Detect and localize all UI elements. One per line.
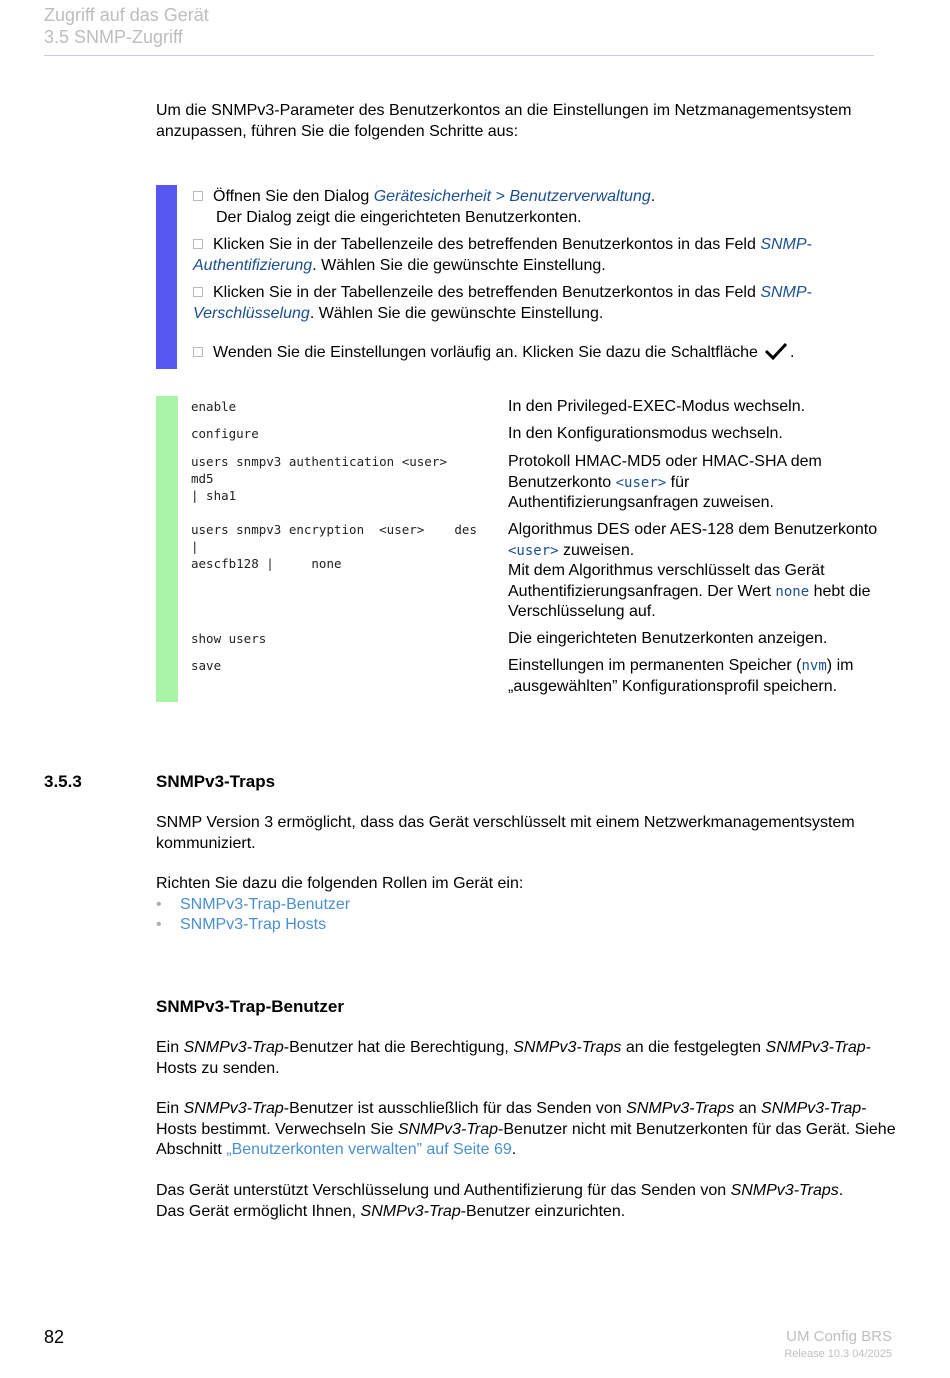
step-checkbox-icon [193, 239, 203, 249]
step-1-note: Der Dialog zeigt die eingerichteten Benutzerkonten. [216, 208, 582, 226]
section-paragraph-1: SNMP Version 3 ermöglicht, dass das Gerät verschlüsselt mit einem Netzwerkmanagementsystem kommuniziert. [156, 814, 855, 852]
cli-desc-save: Einstellungen im permanenten Speicher (nvm) im „ausgewählten” Konfigurationsprofil speichern. [508, 657, 854, 695]
steps-marker-bar [156, 185, 177, 369]
cli-desc-configure: In den Konfigurationsmodus wechseln. [508, 425, 783, 442]
footer-document-name: UM Config BRS [786, 1328, 892, 1345]
subsection-paragraph-2: Ein SNMPv3-Trap-Benutzer ist ausschließlich für das Senden von SNMPv3-Traps an SNMPv3-Trap-Hosts bestimmt. Verwechseln Sie SNMPv3-Trap-Benutzer nicht mit Benutzerkonten für das Gerät. Siehe Abschnitt „Benutzerkonten verwalten” auf Seite 69. [156, 1100, 896, 1158]
checkmark-icon [764, 342, 788, 367]
field-snmp-encryption: SNMP-Verschlüsselung [193, 284, 812, 322]
bullet-link-trap-user[interactable]: • SNMPv3-Trap-Benutzer [156, 896, 351, 913]
cli-desc-auth: Protokoll HMAC-MD5 oder HMAC-SHA dem Benutzerkonto <user> für Authentifizierungsanfragen zuweisen. [508, 453, 822, 511]
step-checkbox-icon [193, 191, 203, 201]
step-3: Klicken Sie in der Tabellenzeile des betreffenden Benutzerkontos in das Feld SNMP-Verschlüsselung. Wählen Sie die gewünschte Einstellung. [193, 284, 812, 322]
running-header-chapter: Zugriff auf das Gerät [44, 5, 209, 25]
subsection-title: SNMPv3-Trap-Benutzer [156, 997, 344, 1016]
cli-command-auth: users snmpv3 authentication <user> md5 | sha1 [191, 454, 447, 503]
step-checkbox-icon [193, 287, 203, 297]
cli-desc-encryption: Algorithmus DES oder AES-128 dem Benutzerkonto <user> zuweisen. Mit dem Algorithmus verschlüsselt das Gerät Authentifizierungsanfragen. Der Wert none hebt die Verschlüsselung auf. [508, 521, 878, 620]
intro-paragraph: Um die SNMPv3-Parameter des Benutzerkontos an die Einstellungen im Netzmanagementsystem anzupassen, führen Sie die folgenden Schritte aus: [156, 102, 852, 140]
running-header-section: 3.5 SNMP-Zugriff [44, 27, 183, 47]
cli-marker-bar [156, 396, 178, 702]
header-divider [44, 55, 874, 56]
step-4: Wenden Sie die Einstellungen vorläufig an. Klicken Sie dazu die Schaltfläche . [193, 342, 873, 367]
footer-release: Release 10.3 04/2025 [784, 1348, 892, 1360]
field-snmp-auth: SNMP-Authentifizierung [193, 236, 812, 274]
cli-desc-enable: In den Privileged-EXEC-Modus wechseln. [508, 398, 806, 415]
bullet-link-trap-hosts[interactable]: • SNMPv3-Trap Hosts [156, 916, 327, 933]
cli-command-configure: configure [191, 426, 259, 441]
section-title: SNMPv3-Traps [156, 772, 276, 791]
dialog-path: Gerätesicherheit > Benutzerverwaltung [373, 188, 651, 205]
subsection-paragraph-3: Das Gerät unterstützt Verschlüsselung und Authentifizierung für das Senden von SNMPv3-Traps. Das Gerät ermöglicht Ihnen, SNMPv3-Trap-Benutzer einzurichten. [156, 1182, 844, 1220]
cli-desc-show-users: Die eingerichteten Benutzerkonten anzeigen. [508, 630, 828, 647]
cli-command-enable: enable [191, 399, 237, 414]
cli-command-show-users: show users [191, 631, 267, 646]
step-1: Öffnen Sie den Dialog Gerätesicherheit > Benutzerverwaltung. Der Dialog zeigt die eingerichteten Benutzerkonten. [193, 187, 873, 228]
section-number: 3.5.3 [44, 772, 82, 791]
cli-command-encryption: users snmpv3 encryption <user> des | aescfb128 | none [191, 522, 477, 571]
cli-command-save: save [191, 658, 222, 673]
step-checkbox-icon [193, 347, 203, 357]
page-number: 82 [44, 1327, 65, 1347]
subsection-paragraph-1: Ein SNMPv3-Trap-Benutzer hat die Berechtigung, SNMPv3-Traps an die festgelegten SNMPv3-Trap-Hosts zu senden. [156, 1039, 872, 1077]
cross-reference-link[interactable]: „Benutzerkonten verwalten” auf Seite 69 [226, 1141, 512, 1158]
section-paragraph-2: Richten Sie dazu die folgenden Rollen im Gerät ein: [156, 875, 524, 892]
step-2: Klicken Sie in der Tabellenzeile des betreffenden Benutzerkontos in das Feld SNMP-Authentifizierung. Wählen Sie die gewünschte Einstellung. [193, 236, 812, 274]
